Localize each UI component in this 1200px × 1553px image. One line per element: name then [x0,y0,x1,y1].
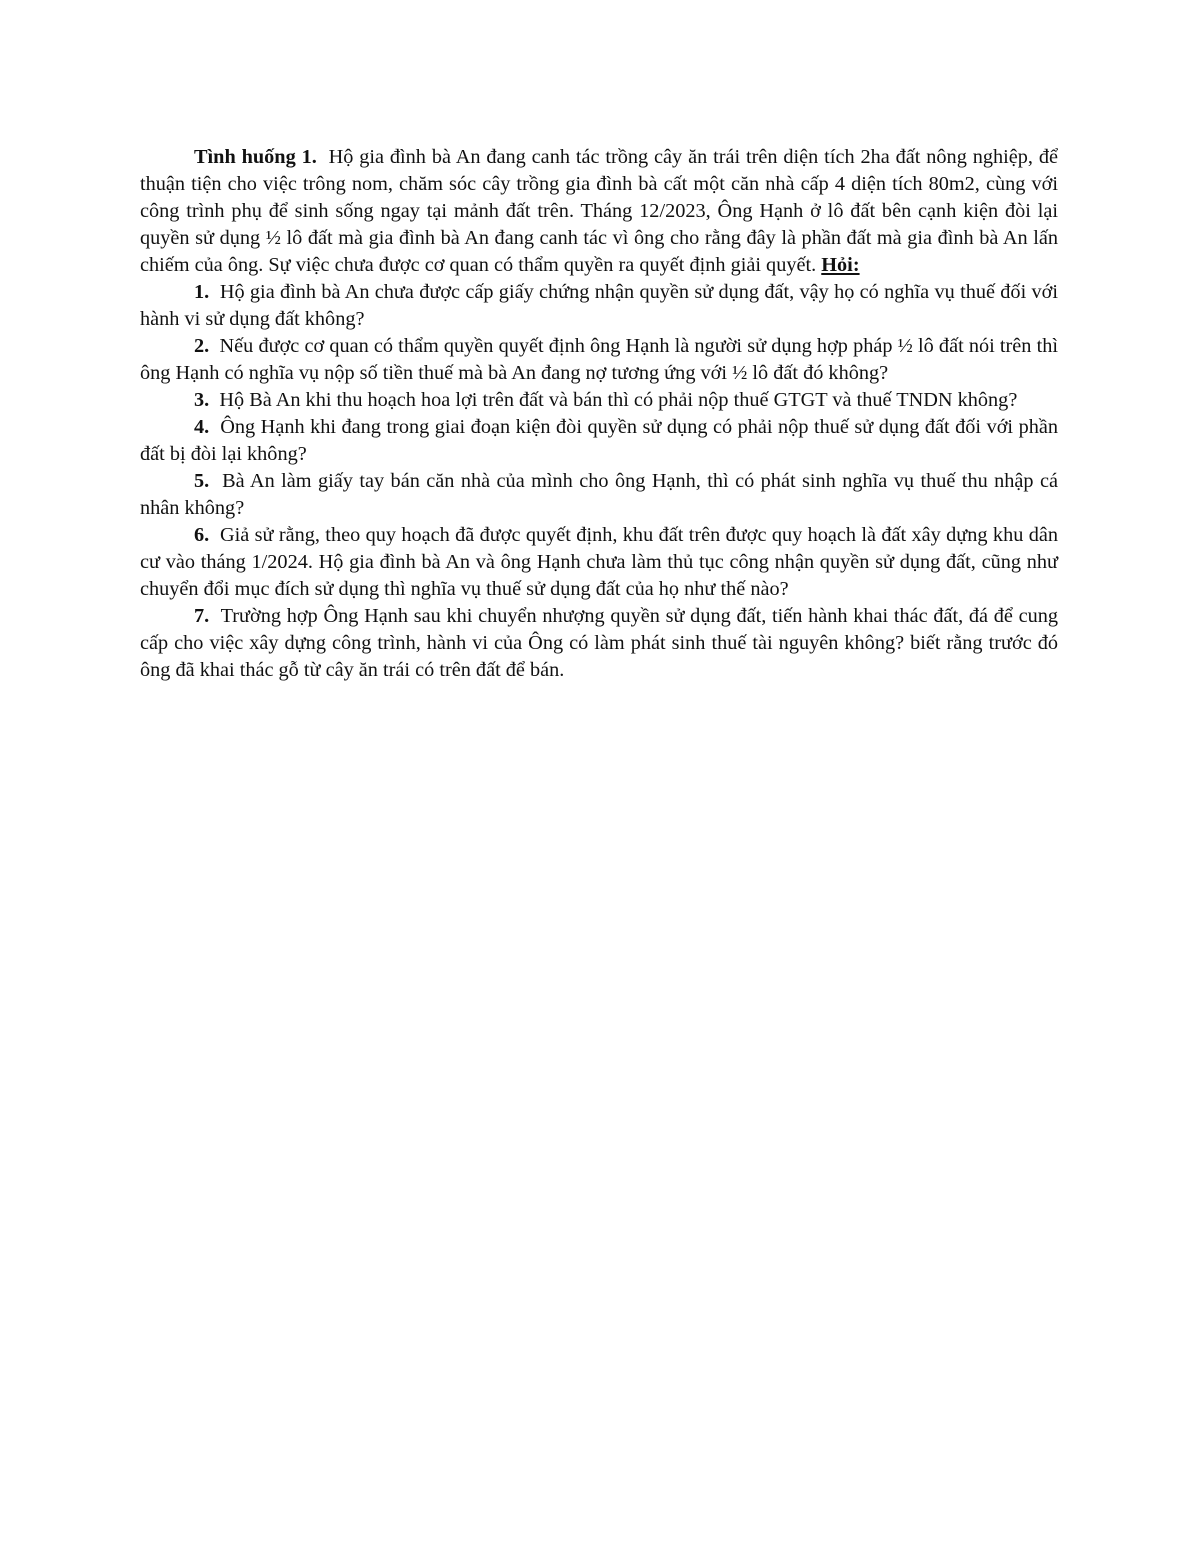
question-heading: Hỏi: [821,254,860,276]
question-text: Nếu được cơ quan có thẩm quyền quyết định ông Hạnh là người sử dụng hợp pháp ½ lô đất nói trên thì ông Hạnh có nghĩa vụ nộp số tiền thuế mà bà An đang nợ tương ứng với ½ lô đất đó không? [140,335,1059,384]
question-number: 2. [194,335,210,357]
question-text: Hộ Bà An khi thu hoạch hoa lợi trên đất và bán thì có phải nộp thuế GTGT và thuế TNDN không? [219,389,1018,411]
question-item [140,414,1058,468]
question-number: 1. [194,281,210,303]
intro-paragraph [140,144,1058,279]
question-number: 5. [194,470,210,492]
question-number: 3. [194,389,210,411]
question-text: Trường hợp Ông Hạnh sau khi chuyển nhượng quyền sử dụng đất, tiến hành khai thác đất, đá để cung cấp cho việc xây dựng công trình, hành vi của Ông có làm phát sinh thuế tài nguyên không? biết rằng trước đó ông đã khai thác gỗ từ cây ăn trái có trên đất để bán. [140,605,1058,681]
document-page [140,144,1058,684]
question-number: 7. [194,605,210,627]
question-text: Giả sử rằng, theo quy hoạch đã được quyết định, khu đất trên được quy hoạch là đất xây dựng khu dân cư vào tháng 1/2024. Hộ gia đình bà An và ông Hạnh chưa làm thủ tục công nhận quyền sử dụng đất, cũng như chuyển đổi mục đích sử dụng thì nghĩa vụ thuế sử dụng đất của họ như thế nào? [140,524,1059,600]
question-text: Hộ gia đình bà An chưa được cấp giấy chứng nhận quyền sử dụng đất, vậy họ có nghĩa vụ thuế đối với hành vi sử dụng đất không? [140,281,1058,330]
question-item [140,279,1058,333]
question-item [140,387,1058,414]
question-number: 4. [194,416,210,438]
question-text: Ông Hạnh khi đang trong giai đoạn kiện đòi quyền sử dụng có phải nộp thuế sử dụng đất đối với phần đất bị đòi lại không? [140,416,1058,465]
question-item [140,522,1058,603]
question-item [140,333,1058,387]
question-item [140,603,1058,684]
case-title: Tình huống 1. [194,146,317,168]
case-description: Hộ gia đình bà An đang canh tác trồng cây ăn trái trên diện tích 2ha đất nông nghiệp, để thuận tiện cho việc trông nom, chăm sóc cây trồng gia đình bà cất một căn nhà cấp 4 diện tích 80m2, cùng với công trình phụ để sinh sống ngay tại mảnh đất trên. Tháng 12/2023, Ông Hạnh ở lô đất bên cạnh kiện đòi lại quyền sử dụng ½ lô đất mà gia đình bà An đang canh tác vì ông cho rằng đây là phần đất mà gia đình bà An lấn chiếm của ông. Sự việc chưa được cơ quan có thẩm quyền ra quyết định giải quyết. [140,146,1059,276]
question-item [140,468,1058,522]
question-number: 6. [194,524,210,546]
question-text: Bà An làm giấy tay bán căn nhà của mình cho ông Hạnh, thì có phát sinh nghĩa vụ thuế thu nhập cá nhân không? [140,470,1059,519]
